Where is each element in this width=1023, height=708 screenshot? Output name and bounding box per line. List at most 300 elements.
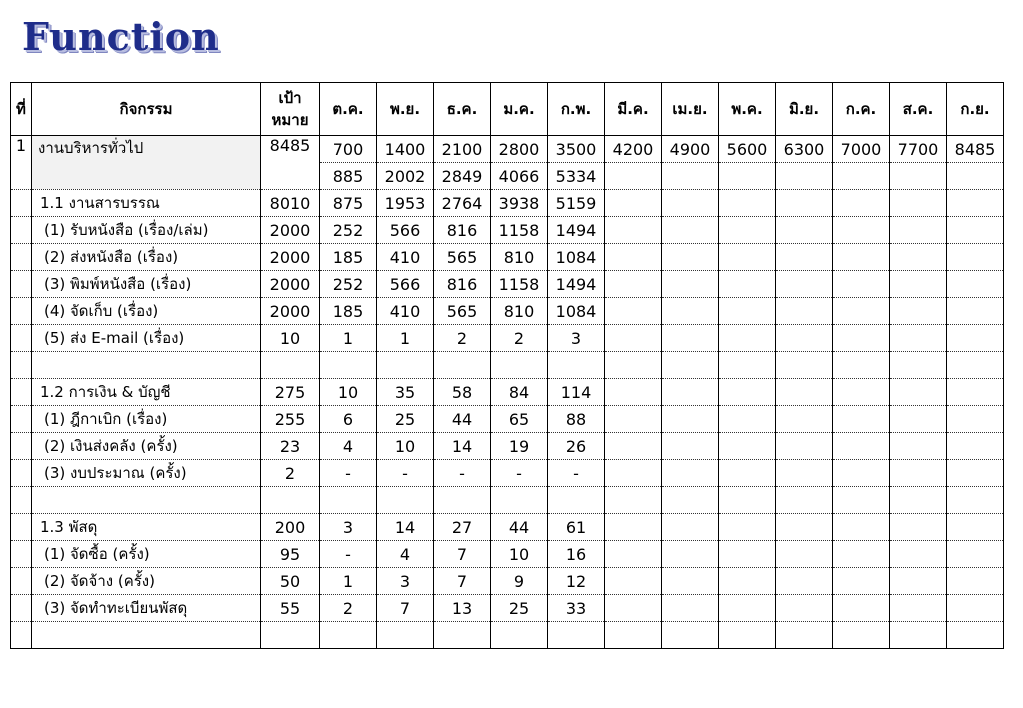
no-cell: [11, 460, 32, 487]
month-value-cell: [776, 325, 833, 352]
month-value-cell: [662, 541, 719, 568]
month-value-cell: 1158: [491, 271, 548, 298]
target-cell: 200: [261, 514, 320, 541]
month-value-cell: [605, 514, 662, 541]
month-value-cell: [320, 352, 377, 379]
target-cell: [261, 487, 320, 514]
table-row: [11, 352, 1004, 379]
month-value-cell: [605, 568, 662, 595]
month-value-cell: [947, 541, 1004, 568]
header-month: ม.ค.: [491, 83, 548, 136]
target-cell: 2000: [261, 298, 320, 325]
month-value-cell: 816: [434, 271, 491, 298]
month-value-cell: [662, 379, 719, 406]
month-value-cell: [605, 217, 662, 244]
main-target-cell: 8485: [261, 136, 320, 190]
month-value-cell: [662, 217, 719, 244]
month-value-cell: [776, 514, 833, 541]
month-value-cell: 13: [434, 595, 491, 622]
month-value-cell: [605, 190, 662, 217]
month-value-cell: 2: [434, 325, 491, 352]
month-value-cell: [833, 352, 890, 379]
month-value-cell: [833, 406, 890, 433]
no-cell: [11, 244, 32, 271]
month-value-cell: [833, 514, 890, 541]
main-plan-cell: 1400: [377, 136, 434, 163]
month-value-cell: [947, 568, 1004, 595]
month-value-cell: [776, 433, 833, 460]
month-value-cell: 16: [548, 541, 605, 568]
no-cell: [11, 325, 32, 352]
month-value-cell: [662, 244, 719, 271]
month-value-cell: [776, 271, 833, 298]
header-month: มิ.ย.: [776, 83, 833, 136]
month-value-cell: 1: [320, 325, 377, 352]
no-cell: [11, 298, 32, 325]
activity-cell: (4) จัดเก็บ (เรื่อง): [32, 298, 261, 325]
month-value-cell: 3938: [491, 190, 548, 217]
month-value-cell: 3: [548, 325, 605, 352]
month-value-cell: [776, 460, 833, 487]
month-value-cell: [605, 325, 662, 352]
month-value-cell: [890, 325, 947, 352]
month-value-cell: 9: [491, 568, 548, 595]
month-value-cell: [776, 487, 833, 514]
month-value-cell: [890, 244, 947, 271]
no-cell: [11, 271, 32, 298]
month-value-cell: [947, 595, 1004, 622]
month-value-cell: 566: [377, 217, 434, 244]
month-value-cell: [605, 379, 662, 406]
month-value-cell: [947, 487, 1004, 514]
main-plan-cell: 700: [320, 136, 377, 163]
main-actual-cell: [776, 163, 833, 190]
month-value-cell: [833, 325, 890, 352]
table-row: [11, 217, 1004, 244]
main-plan-cell: 2800: [491, 136, 548, 163]
month-value-cell: [719, 622, 776, 649]
activity-cell: (3) งบประมาณ (ครั้ง): [32, 460, 261, 487]
main-actual-cell: 4066: [491, 163, 548, 190]
month-value-cell: [833, 622, 890, 649]
main-activity-cell: งานบริหารทั่วไป: [32, 136, 261, 190]
header-month: ธ.ค.: [434, 83, 491, 136]
target-cell: 2000: [261, 244, 320, 271]
month-value-cell: [890, 460, 947, 487]
month-value-cell: 14: [434, 433, 491, 460]
month-value-cell: 33: [548, 595, 605, 622]
month-value-cell: 4: [377, 541, 434, 568]
month-value-cell: 61: [548, 514, 605, 541]
month-value-cell: -: [434, 460, 491, 487]
month-value-cell: [947, 325, 1004, 352]
month-value-cell: 35: [377, 379, 434, 406]
month-value-cell: [434, 622, 491, 649]
month-value-cell: 410: [377, 244, 434, 271]
month-value-cell: [662, 568, 719, 595]
month-value-cell: 14: [377, 514, 434, 541]
month-value-cell: [947, 217, 1004, 244]
target-cell: 275: [261, 379, 320, 406]
month-value-cell: [776, 622, 833, 649]
month-value-cell: [662, 190, 719, 217]
month-value-cell: -: [320, 460, 377, 487]
target-cell: 2: [261, 460, 320, 487]
month-value-cell: 3: [377, 568, 434, 595]
month-value-cell: 2: [491, 325, 548, 352]
month-value-cell: 2764: [434, 190, 491, 217]
month-value-cell: [662, 325, 719, 352]
no-cell: [11, 379, 32, 406]
month-value-cell: -: [320, 541, 377, 568]
table-row: [11, 622, 1004, 649]
month-value-cell: [491, 352, 548, 379]
target-cell: 8010: [261, 190, 320, 217]
header-month: พ.ค.: [719, 83, 776, 136]
header-activity: กิจกรรม: [32, 83, 261, 136]
month-value-cell: 26: [548, 433, 605, 460]
month-value-cell: 7: [434, 541, 491, 568]
main-actual-cell: [947, 163, 1004, 190]
month-value-cell: [833, 244, 890, 271]
month-value-cell: [719, 325, 776, 352]
month-value-cell: [662, 622, 719, 649]
month-value-cell: [662, 487, 719, 514]
month-value-cell: -: [548, 460, 605, 487]
no-cell: [11, 541, 32, 568]
target-cell: 255: [261, 406, 320, 433]
target-cell: 55: [261, 595, 320, 622]
month-value-cell: 1: [320, 568, 377, 595]
no-cell: [11, 622, 32, 649]
main-plan-cell: 5600: [719, 136, 776, 163]
month-value-cell: 65: [491, 406, 548, 433]
month-value-cell: [833, 379, 890, 406]
table-header-row: [11, 83, 1004, 136]
month-value-cell: [719, 514, 776, 541]
activity-cell: [32, 352, 261, 379]
main-plan-cell: 8485: [947, 136, 1004, 163]
month-value-cell: 1953: [377, 190, 434, 217]
month-value-cell: 25: [377, 406, 434, 433]
table-row: [11, 433, 1004, 460]
month-value-cell: [719, 433, 776, 460]
month-value-cell: 84: [491, 379, 548, 406]
month-value-cell: [491, 622, 548, 649]
target-cell: 50: [261, 568, 320, 595]
month-value-cell: 565: [434, 244, 491, 271]
month-value-cell: [833, 271, 890, 298]
month-value-cell: [662, 298, 719, 325]
activity-cell: (2) ส่งหนังสือ (เรื่อง): [32, 244, 261, 271]
no-cell: [11, 433, 32, 460]
header-month: ก.ค.: [833, 83, 890, 136]
month-value-cell: 58: [434, 379, 491, 406]
month-value-cell: [947, 352, 1004, 379]
activity-cell: (3) จัดทำทะเบียนพัสดุ: [32, 595, 261, 622]
month-value-cell: [776, 190, 833, 217]
month-value-cell: [890, 487, 947, 514]
month-value-cell: -: [491, 460, 548, 487]
month-value-cell: [890, 406, 947, 433]
month-value-cell: [890, 595, 947, 622]
table-row: [11, 325, 1004, 352]
month-value-cell: [719, 298, 776, 325]
month-value-cell: 185: [320, 244, 377, 271]
month-value-cell: [947, 298, 1004, 325]
activity-cell: (1) ฎีกาเบิก (เรื่อง): [32, 406, 261, 433]
month-value-cell: 6: [320, 406, 377, 433]
month-value-cell: [605, 595, 662, 622]
month-value-cell: [605, 352, 662, 379]
month-value-cell: 114: [548, 379, 605, 406]
month-value-cell: [719, 244, 776, 271]
main-actual-cell: 885: [320, 163, 377, 190]
month-value-cell: 19: [491, 433, 548, 460]
month-value-cell: [662, 595, 719, 622]
main-plan-cell: 3500: [548, 136, 605, 163]
activity-cell: (1) จัดซื้อ (ครั้ง): [32, 541, 261, 568]
month-value-cell: [605, 622, 662, 649]
activity-cell: 1.2 การเงิน & บัญชี: [32, 379, 261, 406]
month-value-cell: [947, 190, 1004, 217]
month-value-cell: [890, 568, 947, 595]
table-row: [11, 298, 1004, 325]
month-value-cell: [833, 460, 890, 487]
table-row: [11, 271, 1004, 298]
month-value-cell: [776, 541, 833, 568]
month-value-cell: 566: [377, 271, 434, 298]
header-month: ก.ย.: [947, 83, 1004, 136]
month-value-cell: [890, 352, 947, 379]
month-value-cell: [833, 217, 890, 244]
month-value-cell: [776, 352, 833, 379]
table-row: [11, 460, 1004, 487]
month-value-cell: [947, 271, 1004, 298]
month-value-cell: [947, 514, 1004, 541]
month-value-cell: [377, 622, 434, 649]
main-no-cell: 1: [11, 136, 32, 190]
no-cell: [11, 595, 32, 622]
activity-cell: (2) จัดจ้าง (ครั้ง): [32, 568, 261, 595]
month-value-cell: 810: [491, 244, 548, 271]
activity-table: [10, 82, 1004, 649]
month-value-cell: [605, 460, 662, 487]
main-plan-row: [11, 136, 1004, 163]
month-value-cell: [320, 622, 377, 649]
month-value-cell: 1494: [548, 217, 605, 244]
month-value-cell: [719, 379, 776, 406]
month-value-cell: 1084: [548, 298, 605, 325]
target-cell: 23: [261, 433, 320, 460]
month-value-cell: [947, 433, 1004, 460]
month-value-cell: [719, 541, 776, 568]
month-value-cell: [377, 352, 434, 379]
month-value-cell: 25: [491, 595, 548, 622]
no-cell: [11, 487, 32, 514]
month-value-cell: [719, 406, 776, 433]
header-no: ที่: [11, 83, 32, 136]
activity-cell: (1) รับหนังสือ (เรื่อง/เล่ม): [32, 217, 261, 244]
month-value-cell: 7: [434, 568, 491, 595]
month-value-cell: [548, 352, 605, 379]
table-body: [11, 136, 1004, 649]
month-value-cell: [719, 271, 776, 298]
target-cell: [261, 352, 320, 379]
main-plan-cell: 4900: [662, 136, 719, 163]
activity-cell: (2) เงินส่งคลัง (ครั้ง): [32, 433, 261, 460]
month-value-cell: 10: [320, 379, 377, 406]
main-plan-cell: 7000: [833, 136, 890, 163]
month-value-cell: 4: [320, 433, 377, 460]
header-month: ส.ค.: [890, 83, 947, 136]
month-value-cell: [833, 487, 890, 514]
main-plan-cell: 6300: [776, 136, 833, 163]
month-value-cell: [491, 487, 548, 514]
month-value-cell: [833, 541, 890, 568]
month-value-cell: 252: [320, 271, 377, 298]
month-value-cell: 1158: [491, 217, 548, 244]
activity-cell: 1.3 พัสดุ: [32, 514, 261, 541]
month-value-cell: [662, 514, 719, 541]
month-value-cell: [662, 406, 719, 433]
main-actual-cell: [719, 163, 776, 190]
main-plan-cell: 2100: [434, 136, 491, 163]
month-value-cell: [947, 460, 1004, 487]
month-value-cell: 3: [320, 514, 377, 541]
no-cell: [11, 568, 32, 595]
no-cell: [11, 217, 32, 244]
month-value-cell: [662, 352, 719, 379]
month-value-cell: 27: [434, 514, 491, 541]
month-value-cell: [719, 460, 776, 487]
month-value-cell: [947, 622, 1004, 649]
month-value-cell: [662, 460, 719, 487]
header-month: ก.พ.: [548, 83, 605, 136]
main-actual-cell: [833, 163, 890, 190]
table-row: [11, 595, 1004, 622]
main-actual-cell: 2849: [434, 163, 491, 190]
month-value-cell: [890, 298, 947, 325]
main-actual-cell: [605, 163, 662, 190]
month-value-cell: 5159: [548, 190, 605, 217]
month-value-cell: 2: [320, 595, 377, 622]
main-actual-cell: 2002: [377, 163, 434, 190]
no-cell: [11, 190, 32, 217]
table-row: [11, 514, 1004, 541]
table-row: [11, 190, 1004, 217]
header-month: มี.ค.: [605, 83, 662, 136]
month-value-cell: [776, 217, 833, 244]
month-value-cell: [662, 271, 719, 298]
no-cell: [11, 406, 32, 433]
month-value-cell: [776, 379, 833, 406]
month-value-cell: [947, 406, 1004, 433]
target-cell: 10: [261, 325, 320, 352]
month-value-cell: [605, 244, 662, 271]
month-value-cell: [719, 487, 776, 514]
main-actual-cell: 5334: [548, 163, 605, 190]
table-row: [11, 487, 1004, 514]
header-month: เม.ย.: [662, 83, 719, 136]
month-value-cell: 44: [491, 514, 548, 541]
page-title: Function: [22, 14, 220, 59]
target-cell: [261, 622, 320, 649]
month-value-cell: [719, 352, 776, 379]
month-value-cell: [776, 298, 833, 325]
month-value-cell: [776, 406, 833, 433]
table-row: [11, 244, 1004, 271]
month-value-cell: 10: [377, 433, 434, 460]
table-row: [11, 406, 1004, 433]
month-value-cell: [833, 568, 890, 595]
month-value-cell: [719, 190, 776, 217]
month-value-cell: [833, 595, 890, 622]
month-value-cell: [605, 406, 662, 433]
activity-cell: (5) ส่ง E-mail (เรื่อง): [32, 325, 261, 352]
no-cell: [11, 352, 32, 379]
table-row: [11, 379, 1004, 406]
table-row: [11, 541, 1004, 568]
month-value-cell: 1: [377, 325, 434, 352]
header-target: เป้าหมาย: [261, 83, 320, 136]
month-value-cell: [719, 568, 776, 595]
month-value-cell: [548, 487, 605, 514]
month-value-cell: [947, 244, 1004, 271]
month-value-cell: [890, 622, 947, 649]
month-value-cell: 7: [377, 595, 434, 622]
activity-cell: [32, 487, 261, 514]
header-month: ต.ค.: [320, 83, 377, 136]
month-value-cell: [776, 595, 833, 622]
month-value-cell: [890, 379, 947, 406]
month-value-cell: -: [377, 460, 434, 487]
table-row: [11, 568, 1004, 595]
main-actual-cell: [890, 163, 947, 190]
month-value-cell: [890, 433, 947, 460]
month-value-cell: [890, 541, 947, 568]
main-plan-cell: 7700: [890, 136, 947, 163]
activity-cell: [32, 622, 261, 649]
activity-cell: (3) พิมพ์หนังสือ (เรื่อง): [32, 271, 261, 298]
target-cell: 95: [261, 541, 320, 568]
month-value-cell: [377, 487, 434, 514]
month-value-cell: [605, 298, 662, 325]
month-value-cell: [719, 217, 776, 244]
month-value-cell: [890, 217, 947, 244]
month-value-cell: [662, 433, 719, 460]
header-month: พ.ย.: [377, 83, 434, 136]
month-value-cell: [434, 487, 491, 514]
month-value-cell: 12: [548, 568, 605, 595]
month-value-cell: [833, 190, 890, 217]
month-value-cell: [434, 352, 491, 379]
month-value-cell: [605, 433, 662, 460]
main-plan-cell: 4200: [605, 136, 662, 163]
month-value-cell: [719, 595, 776, 622]
month-value-cell: 1494: [548, 271, 605, 298]
target-cell: 2000: [261, 271, 320, 298]
month-value-cell: 1084: [548, 244, 605, 271]
target-cell: 2000: [261, 217, 320, 244]
month-value-cell: [833, 433, 890, 460]
month-value-cell: 44: [434, 406, 491, 433]
month-value-cell: [776, 244, 833, 271]
month-value-cell: 88: [548, 406, 605, 433]
activity-cell: 1.1 งานสารบรรณ: [32, 190, 261, 217]
month-value-cell: 10: [491, 541, 548, 568]
month-value-cell: [605, 271, 662, 298]
